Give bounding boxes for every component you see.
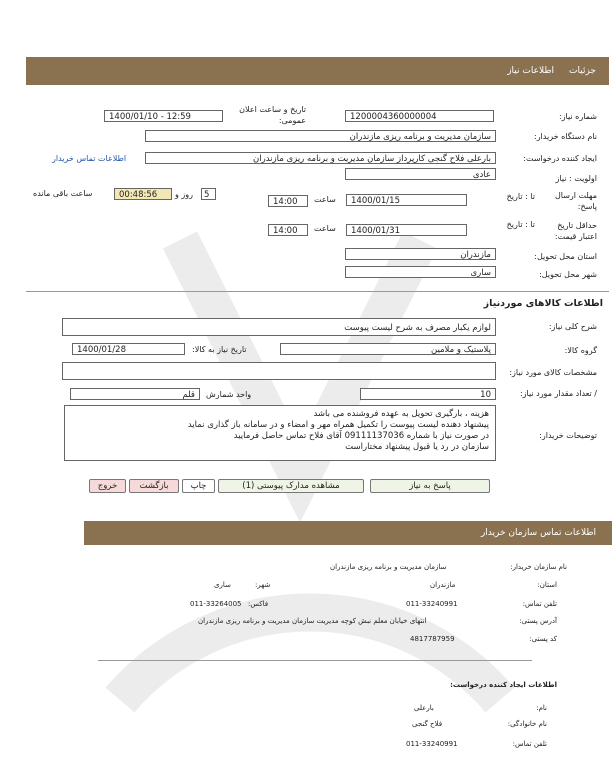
deadline-label: مهلت ارسال پاسخ: — [554, 191, 597, 211]
contact-fax-label: فاکس: — [248, 600, 269, 608]
contact-address-label: آدرس پستی: — [519, 617, 557, 625]
tab-details[interactable]: جزئیات — [569, 66, 596, 76]
print-button[interactable]: چاپ — [182, 479, 215, 493]
specs-field — [62, 362, 496, 380]
need-date-field: 1400/01/28 — [72, 343, 185, 355]
contact-divider — [98, 660, 532, 661]
validity-time-field: 14:00 — [268, 224, 308, 236]
need-date-label: تاریخ نیاز به کالا: — [192, 345, 247, 354]
contact-section-title: اطلاعات تماس سازمان خریدار — [480, 528, 596, 538]
contact-phone-value: 011-33240991 — [406, 600, 458, 608]
announce-label: تاریخ و ساعت اعلان عمومی: — [239, 105, 306, 125]
contact-province-label: استان: — [537, 581, 557, 589]
reply-button[interactable]: پاسخ به نیاز — [370, 479, 490, 493]
city-field: ساری — [345, 266, 496, 278]
contact-city-value: ساری — [214, 581, 231, 589]
deadline-date-field: 1400/01/15 — [346, 194, 467, 206]
creator-last-name-value: فلاح گنجی — [412, 720, 443, 728]
priority-field: عادی — [345, 168, 496, 180]
buyer-note-line: هزینه ، بارگیری تحویل به عهده فروشنده می باشد — [313, 409, 489, 419]
buyer-note-line: پیشنهاد دهنده لیست پیوست را تکمیل همراه مهر و امضاء و در سامانه باز گذاری نماید — [187, 420, 489, 430]
creator-first-name-label: نام: — [536, 704, 547, 712]
province-label: استان محل تحویل: — [534, 252, 597, 261]
quantity-field: 10 — [360, 388, 496, 400]
contact-city-label: شهر: — [255, 581, 271, 589]
contact-org-label: نام سازمان خریدار: — [510, 563, 567, 571]
creator-info-title: اطلاعات ایجاد کننده درخواست: — [450, 681, 557, 689]
contact-phone-label: تلفن تماس: — [522, 600, 557, 608]
buyer-notes-label: توضیحات خریدار: — [539, 431, 597, 440]
contact-province-value: مازندران — [430, 581, 456, 589]
goods-section-title: اطلاعات کالاهای موردنیاز — [483, 298, 603, 309]
need-summary-field: لوازم یکبار مصرف به شرح لیست پیوست — [62, 318, 496, 336]
remaining-time-field: 00:48:56 — [114, 188, 172, 200]
buyer-org-field: سازمان مدیریت و برنامه ریزی مازندران — [145, 130, 496, 142]
unit-field: قلم — [70, 388, 200, 400]
page-header — [26, 57, 609, 85]
province-field: مازندران — [345, 248, 496, 260]
goods-group-field: پلاستیک و ملامین — [280, 343, 496, 355]
buyer-org-label: نام دستگاه خریدار: — [534, 132, 597, 141]
creator-phone-label: تلفن تماس: — [512, 740, 547, 748]
quantity-label: / تعداد مقدار مورد نیاز: — [519, 389, 597, 398]
unit-label: واحد شمارش — [206, 390, 252, 399]
contact-address-value: انتهای خیابان معلم نبش کوچه مدیریت سازمان مدیریت و برنامه ریزی مازندران — [198, 617, 427, 625]
exit-button[interactable]: خروج — [89, 479, 126, 493]
remaining-label: ساعت باقی مانده — [33, 189, 93, 198]
contact-fax-value: 011-33264005 — [190, 600, 242, 608]
days-label: روز و — [175, 190, 193, 199]
buyer-notes-field — [64, 405, 496, 461]
need-number-label: شماره نیاز: — [559, 112, 597, 121]
validity-label: حداقل تاریخ اعتبار قیمت: — [554, 221, 597, 241]
announce-field: 1400/01/10 - 12:59 — [104, 110, 223, 122]
validity-time-label: ساعت — [314, 224, 336, 233]
priority-label: اولویت : نیاز — [555, 174, 597, 183]
contact-postal-label: کد پستی: — [529, 635, 557, 643]
buyer-note-line: در صورت نیاز با شماره 09111137036 آقای فلاح تماس حاصل فرمایید — [233, 431, 489, 441]
deadline-time-field: 14:00 — [268, 195, 308, 207]
deadline-time-label: ساعت — [314, 195, 336, 204]
days-remaining-field: 5 — [201, 188, 216, 200]
validity-until-label: تا : تاریخ — [506, 220, 535, 229]
buyer-contact-link[interactable]: اطلاعات تماس خریدار — [52, 154, 127, 163]
need-number-field: 1200004360000004 — [345, 110, 494, 122]
validity-date-field: 1400/01/31 — [346, 224, 467, 236]
specs-label: مشخصات کالای مورد نیاز: — [509, 368, 597, 377]
attachments-button[interactable]: مشاهده مدارک پیوستی (1) — [218, 479, 364, 493]
creator-last-name-label: نام خانوادگی: — [507, 720, 547, 728]
deadline-until-label: تا : تاریخ — [506, 192, 535, 201]
divider — [26, 291, 609, 292]
tab-need-info[interactable]: اطلاعات نیاز — [507, 66, 554, 76]
need-summary-label: شرح کلی نیاز: — [548, 322, 597, 331]
creator-field: بارعلی فلاح گنجی کارپرداز سازمان مدیریت و برنامه ریزی مازندران — [145, 152, 496, 164]
creator-first-name-value: بارعلی — [414, 704, 434, 712]
contact-org-value: سازمان مدیریت و برنامه ریزی مازندران — [330, 563, 447, 571]
city-label: شهر محل تحویل: — [539, 270, 597, 279]
goods-group-label: گروه کالا: — [564, 346, 597, 355]
back-button[interactable]: بازگشت — [129, 479, 179, 493]
buyer-note-line: سازمان در رد یا قبول پیشنهاد مختاراست — [345, 442, 489, 452]
contact-section-header — [84, 521, 612, 545]
contact-postal-value: 4817787959 — [410, 635, 455, 643]
creator-phone-value: 011-33240991 — [406, 740, 458, 748]
creator-label: ایجاد کننده درخواست: — [523, 154, 597, 163]
